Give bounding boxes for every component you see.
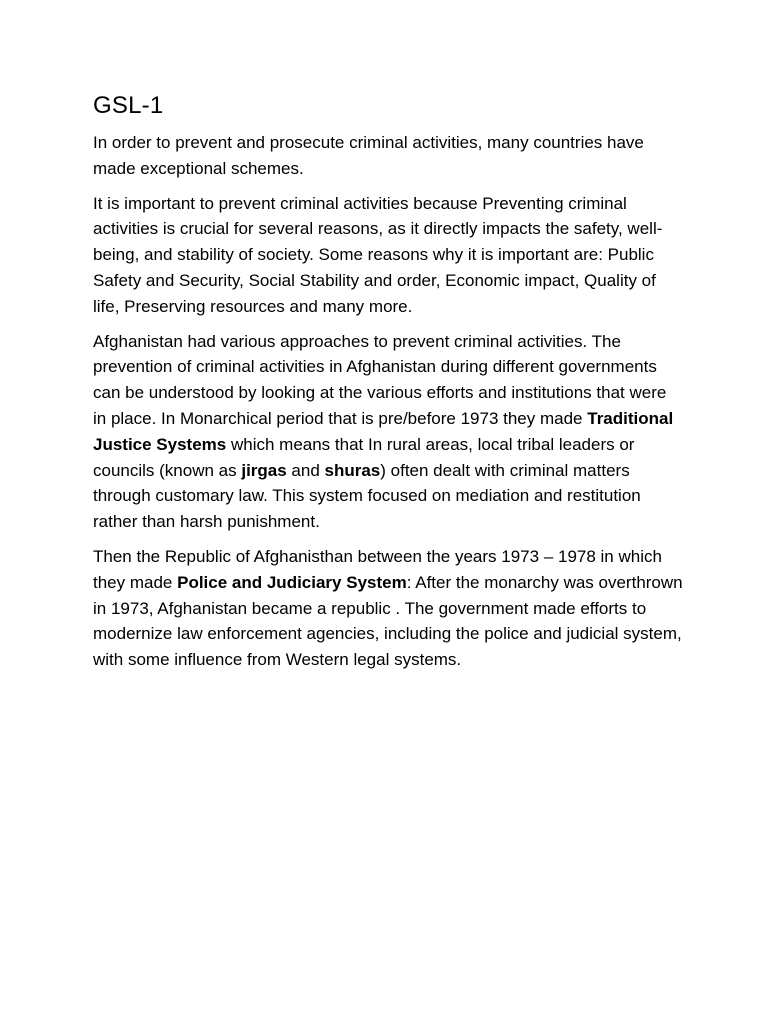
document-title: GSL-1 — [93, 92, 164, 119]
paragraph-text: Then the Republic of Afghanisthan between the years 1973 – 1978 in which they made — [93, 546, 662, 592]
paragraph-text: In order to prevent and prosecute criminal activities, many countries have made exceptional schemes. — [93, 133, 644, 178]
paragraph-text: which means that In rural areas, local tribal leaders or councils (known as — [93, 434, 635, 480]
paragraph-2 — [93, 191, 683, 320]
paragraph-text: : After the monarchy was overthrown in 1973, Afghanistan became a republic . The government made efforts to modernize law enforcement agencies, including the police and judicial system, with some influence from Western legal systems. — [93, 572, 683, 670]
bold-term-police-and-judiciary-system: Police and Judiciary System — [177, 572, 407, 592]
bold-term-jirgas: jirgas — [241, 460, 287, 480]
paragraph-text: Afghanistan had various approaches to prevent criminal activities. The prevention of criminal activities in Afghanistan during different governments can be understood by looking at the various efforts and institutions that were in place. In Monarchical period that is pre/before 1973 they made — [93, 331, 667, 428]
paragraph-text: ) often dealt with criminal matters through customary law. This system focused on mediation and restitution rather than harsh punishment. — [93, 460, 641, 532]
paragraph-text: It is important to prevent criminal activities because Preventing criminal activities is crucial for several reasons, as it directly impacts the safety, well-being, and stability of society. Some reasons why it is important are: Public Safety and Security, Social Stability and order, Economic impact, Quality of life, Preserving resources and many more. — [93, 193, 663, 316]
paragraph-3 — [93, 329, 683, 535]
bold-term-traditional-justice-systems: Traditional Justice Systems — [93, 408, 674, 454]
paragraph-text: and — [286, 460, 325, 480]
paragraph-1 — [93, 130, 683, 182]
document-page — [93, 88, 683, 682]
paragraph-4 — [93, 544, 683, 673]
bold-term-shuras: shuras — [324, 460, 381, 480]
